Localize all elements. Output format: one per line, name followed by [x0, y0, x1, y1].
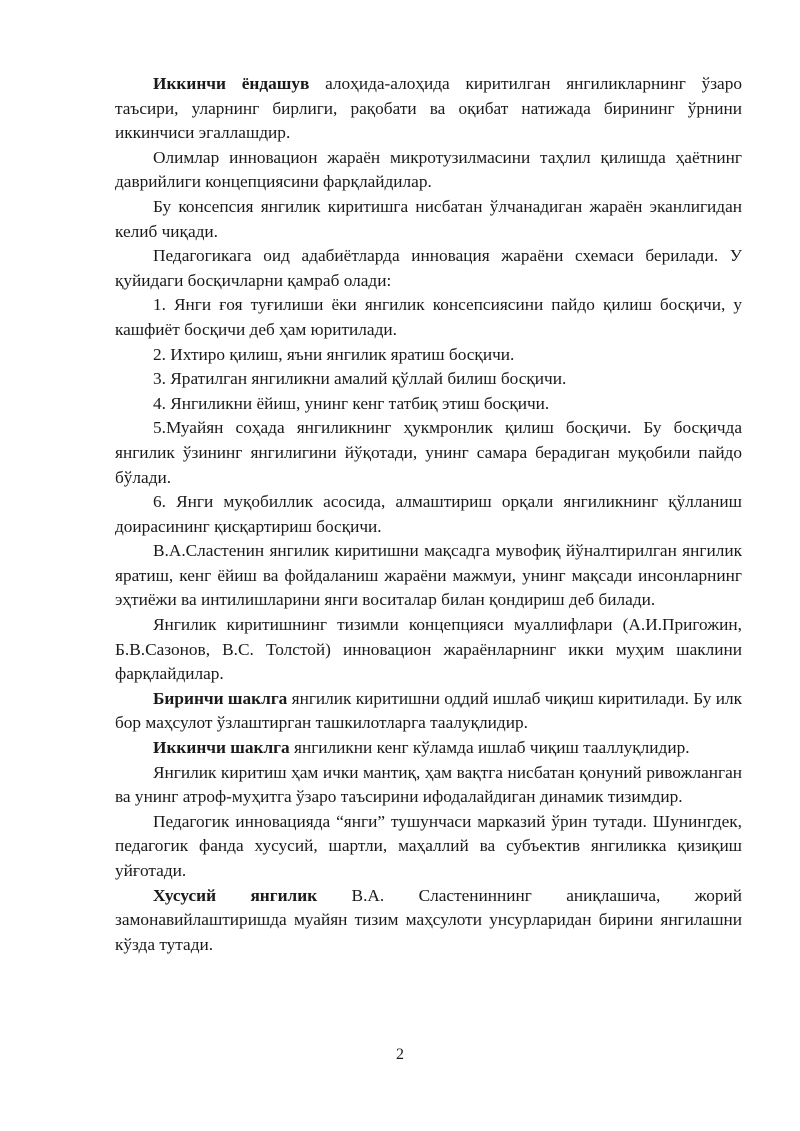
list-item	[115, 416, 742, 490]
paragraph	[115, 687, 742, 736]
document-body	[115, 72, 742, 957]
list-item	[115, 343, 742, 368]
bold-term: Биринчи шаклга	[153, 688, 288, 708]
paragraph	[115, 244, 742, 293]
paragraph-text: Педагогикага оид адабиётларда инновация жараёни схемаси берилади. У қуйидаги босқичларни қамраб олади:	[115, 246, 742, 290]
paragraph	[115, 736, 742, 761]
list-item	[115, 367, 742, 392]
paragraph	[115, 613, 742, 687]
list-item	[115, 293, 742, 342]
paragraph-text: Бу консепсия янгилик киритишга нисбатан ўлчанадиган жараён эканлигидан келиб чиқади.	[115, 196, 742, 241]
paragraph-text: 2. Ихтиро қилиш, яъни янгилик яратиш босқичи.	[153, 344, 515, 364]
bold-term: Иккинчи ёндашув	[153, 74, 310, 93]
paragraph-text: 5.Муайян соҳада янгиликнинг ҳукмронлик қилиш босқичи. Бу босқичда янгилик ўзининг янгилигини йўқотади, унинг самара берадиган муқобили пайдо бўлади.	[115, 418, 742, 487]
paragraph	[115, 810, 742, 884]
list-item	[115, 392, 742, 417]
paragraph	[115, 884, 742, 958]
paragraph-text: Янгилик киритишнинг тизимли концепцияси муаллифлари (А.И.Пригожин, Б.В.Сазонов, В.С. Толстой) инновацион жараёнларнинг икки муҳим шаклини фарқлайдилар.	[115, 615, 742, 684]
paragraph-text: В.А.Сластенин янгилик киритишни мақсадга мувофиқ йўналтирилган янгилик яратиш, кенг ёйиш ва фойдаланиш жараёни мажмуи, унинг мақсади инсонларнинг эҳтиёжи ва интилишларини янги воситалар билан қондириш деб билади.	[115, 541, 742, 610]
list-item	[115, 490, 742, 539]
paragraph-text: Янгилик киритиш ҳам ички мантиқ, ҳам вақтга нисбатан қонуний ривожланган ва унинг атроф-муҳитга ўзаро таъсирини ифодалайдиган динамик тизимдир.	[115, 762, 742, 807]
page-number: 2	[396, 1046, 404, 1063]
paragraph-text: 4. Янгиликни ёйиш, унинг кенг татбиқ этиш босқичи.	[153, 393, 550, 413]
paragraph-text: 3. Яратилган янгиликни амалий қўллай билиш босқичи.	[153, 369, 567, 389]
paragraph-text: Олимлар инновацион жараён микротузилмасини таҳлил қилишда ҳаётнинг даврийлиги концепциясини фарқлайдилар.	[115, 147, 742, 192]
paragraph-text: 1. Янги ғоя туғилиши ёки янгилик консепсиясини пайдо қилиш босқичи, у кашфиёт босқичи деб ҳам юритилади.	[115, 295, 742, 339]
paragraph-text: янгилик киритишни оддий ишлаб чиқиш киритилади. Бу илк бор маҳсулот ўзлаштирган ташкилотларга таалуқлидир.	[115, 688, 742, 733]
paragraph-text: 6. Янги муқобиллик асосида, алмаштириш орқали янгиликнинг қўлланиш доирасининг қисқартириш босқичи.	[115, 492, 742, 536]
paragraph	[115, 146, 742, 195]
paragraph-text: алоҳида-алоҳида киритилган янгиликларнинг ўзаро таъсири, уларнинг бирлиги, рақобати ва оқибат натижада бирининг ўрнини иккинчиси эгаллашдир.	[115, 74, 742, 143]
bold-term: Хусусий янгилик	[153, 885, 318, 905]
paragraph	[115, 539, 742, 613]
paragraph	[115, 72, 742, 146]
paragraph-text: Педагогик инновацияда “янги” тушунчаси марказий ўрин тутади. Шунингдек, педагогик фанда хусусий, шартли, маҳаллий ва субъектив янгиликка қизиқиш уйғотади.	[115, 811, 742, 880]
paragraph	[115, 761, 742, 810]
bold-term: Иккинчи шаклга	[153, 738, 290, 758]
paragraph-text: В.А. Сластениннинг аниқлашича, жорий замонавийлаштиришда муайян тизим маҳсулоти унсурларидан бирини янгилашни кўзда тутади.	[115, 885, 742, 954]
paragraph-text: янгиликни кенг кўламда ишлаб чиқиш тааллуқлидир.	[289, 738, 690, 758]
paragraph	[115, 195, 742, 244]
